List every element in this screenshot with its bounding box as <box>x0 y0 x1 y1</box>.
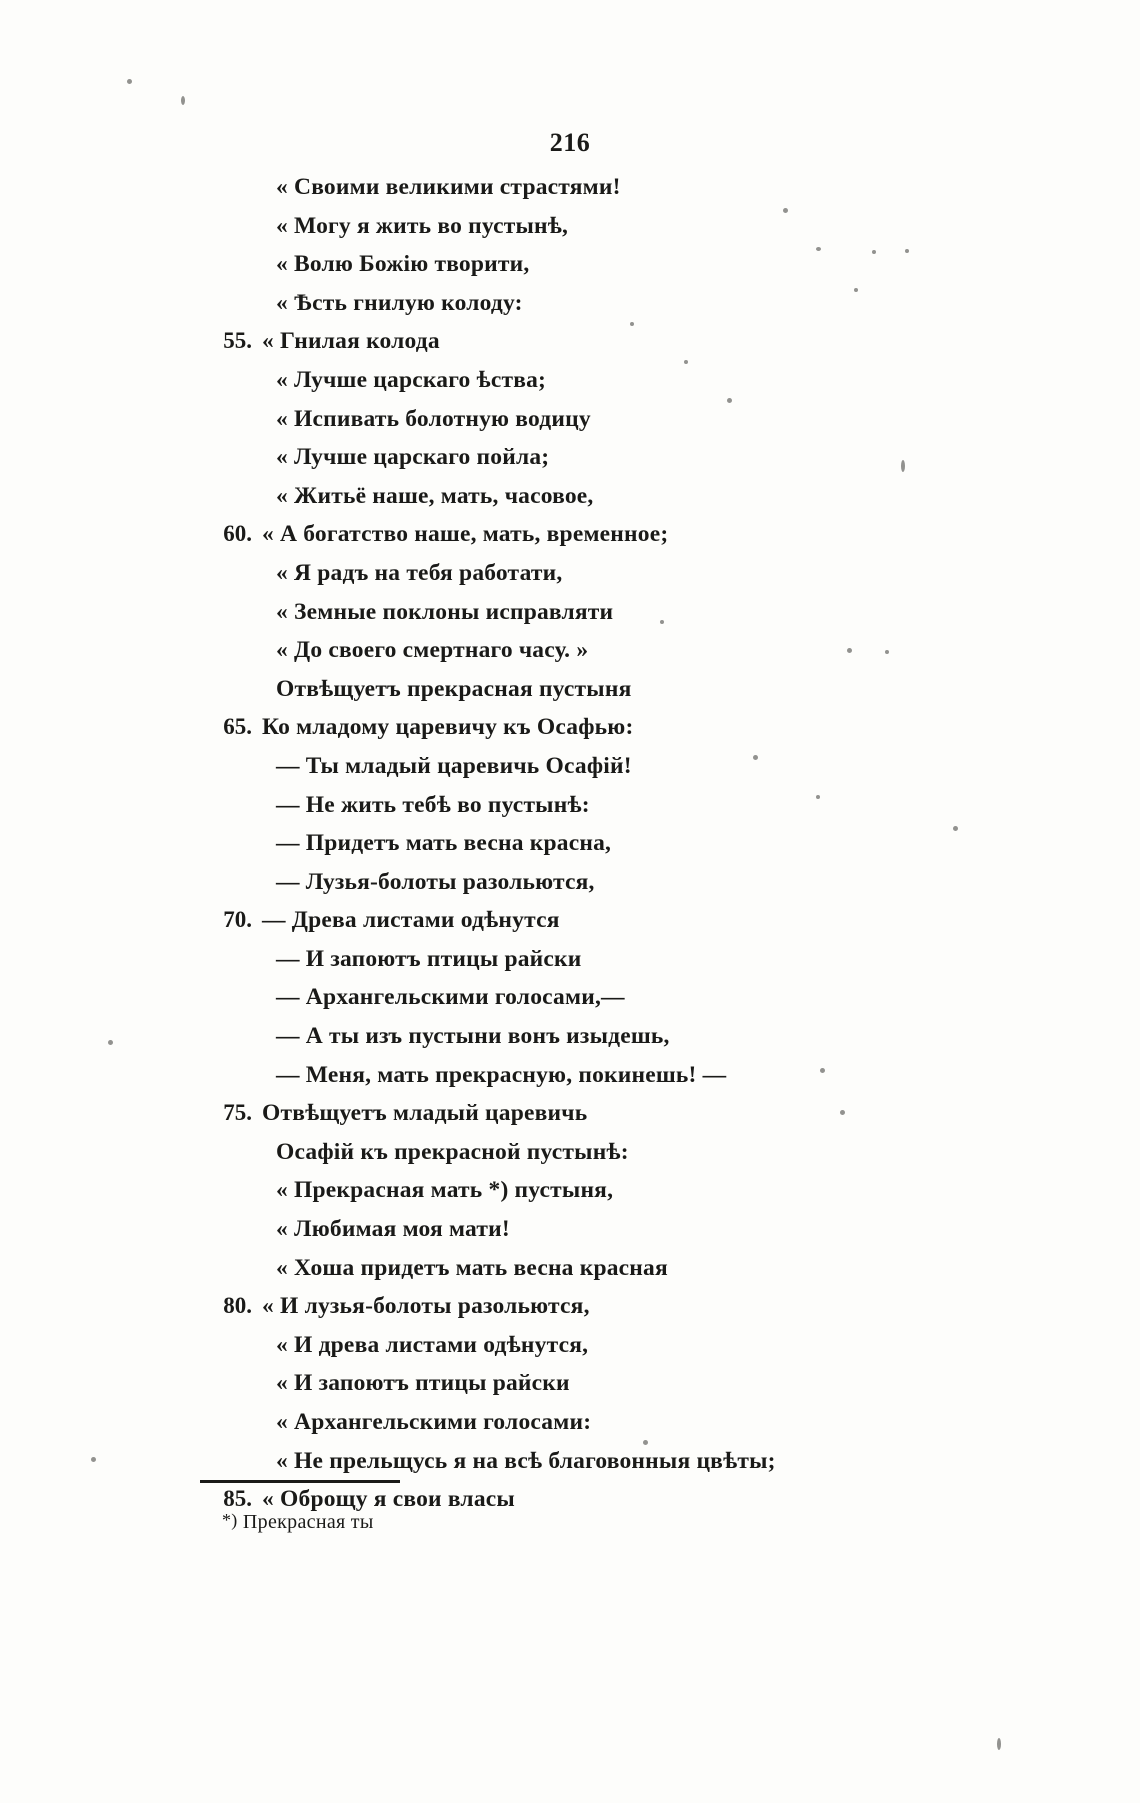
verse-line-text: « Лучше царскаго пойла; <box>276 444 550 471</box>
verse-line-text: — А ты изъ пустыни вонъ изыдешь, <box>276 1023 670 1050</box>
verse-line <box>190 1249 990 1288</box>
scan-speck <box>816 795 820 799</box>
verse-line <box>190 1094 990 1133</box>
verse-line <box>190 207 990 246</box>
verse-line-text: Ко младому царевичу къ Осафью: <box>262 714 634 741</box>
verse-line-text: — Придетъ мать весна красна, <box>276 830 612 857</box>
verse-line-number: 85. <box>223 1486 252 1512</box>
verse-line <box>190 1171 990 1210</box>
verse-line-text: « Испивать болотную водицу <box>276 405 591 432</box>
verse-line-text: — Архангельскими голосами,— <box>276 984 625 1011</box>
verse-line <box>190 284 990 323</box>
page-number: 216 <box>549 128 591 157</box>
verse-line-text: « Любимая моя мати! <box>276 1216 510 1243</box>
verse-line-text: « Я радъ на тебя работати, <box>276 559 563 586</box>
scan-speck <box>820 1068 825 1073</box>
verse-line <box>190 1056 990 1095</box>
footnote-separator <box>200 1480 400 1483</box>
verse-line <box>190 940 990 979</box>
verse-line-text: « И древа листами одѣнутся, <box>276 1331 589 1358</box>
verse-line <box>190 554 990 593</box>
verse-line-text: « Житьё наше, мать, часовое, <box>276 482 594 509</box>
verse-line-text: « Могу я жить во пустынѣ, <box>276 212 569 239</box>
verse-line-text: « Хоша придетъ мать весна красная <box>276 1254 668 1281</box>
verse-line-text: « Волю Божію творити, <box>276 251 530 278</box>
scan-speck <box>727 398 732 403</box>
verse-line <box>190 400 990 439</box>
verse-line <box>190 515 990 554</box>
verse-line <box>190 786 990 825</box>
scan-speck <box>847 648 852 653</box>
scan-speck <box>91 1457 96 1462</box>
verse-line-number: 55. <box>223 328 252 354</box>
scan-speck <box>872 250 876 254</box>
scan-speck <box>997 1738 1001 1750</box>
scan-speck <box>630 322 634 326</box>
verse-line-number: 60. <box>223 521 252 547</box>
scan-speck <box>643 1440 648 1445</box>
verse-line-text: « Оброщу я свои власы <box>262 1486 515 1513</box>
verse-line <box>190 361 990 400</box>
verse-line <box>190 670 990 709</box>
verse-line-number: 70. <box>223 907 252 933</box>
verse-line-text: « И запоютъ птицы райски <box>276 1370 570 1397</box>
verse-line-text: « Лучше царскаго ѣства; <box>276 366 547 393</box>
verse-line-text: « Прекрасная мать *) пустыня, <box>276 1177 614 1204</box>
verse-line <box>190 863 990 902</box>
verse-line <box>190 1442 990 1481</box>
verse-line-text: Осафій къ прекрасной пустынѣ: <box>276 1138 629 1165</box>
verse-line <box>190 978 990 1017</box>
footnote <box>222 1510 374 1534</box>
scan-speck <box>127 79 132 84</box>
scan-speck <box>953 826 958 831</box>
verse-line <box>190 168 990 207</box>
verse-line-text: — Ты младый царевичь Осафій! <box>276 752 632 779</box>
scan-speck <box>660 620 664 624</box>
verse-line <box>190 1133 990 1172</box>
verse-line <box>190 1287 990 1326</box>
verse-block <box>190 168 990 1519</box>
scan-speck <box>783 208 788 213</box>
verse-line-text: « Своими великими страстями! <box>276 174 621 200</box>
verse-line-text: « А богатство наше, мать, временное; <box>262 521 669 548</box>
verse-line <box>190 1403 990 1442</box>
scan-speck <box>905 249 909 253</box>
verse-line <box>190 593 990 632</box>
scan-speck <box>901 460 905 472</box>
verse-line <box>190 901 990 940</box>
verse-line <box>190 824 990 863</box>
verse-line <box>190 1364 990 1403</box>
scan-speck <box>753 755 758 760</box>
verse-line-text: « До своего смертнаго часу. » <box>276 637 589 664</box>
verse-line-text: — Лузья-болоты разольются, <box>276 868 595 895</box>
verse-line <box>190 708 990 747</box>
verse-line <box>190 1017 990 1056</box>
verse-line <box>190 631 990 670</box>
verse-line-number: 75. <box>223 1100 252 1126</box>
verse-line-number: 80. <box>223 1293 252 1319</box>
verse-line-text: « Гнилая колода <box>262 328 440 355</box>
verse-line <box>190 477 990 516</box>
verse-line-text: — И запоютъ птицы райски <box>276 945 582 972</box>
verse-line-text: « Ѣсть гнилую колоду: <box>276 289 523 316</box>
verse-line <box>190 747 990 786</box>
verse-line <box>190 438 990 477</box>
scan-speck <box>885 650 889 654</box>
verse-line-text: « И лузья-болоты разольются, <box>262 1293 590 1320</box>
verse-line-text: Отвѣщуетъ младый царевичь <box>262 1100 588 1127</box>
verse-line <box>190 322 990 361</box>
verse-line-text: « Архангельскими голосами: <box>276 1409 592 1435</box>
verse-line-text: — Древа листами одѣнутся <box>262 907 560 934</box>
scan-speck <box>854 288 858 292</box>
scan-speck <box>840 1110 845 1115</box>
scan-speck <box>108 1040 113 1045</box>
verse-line-text: — Меня, мать прекрасную, покинешь! — <box>276 1061 727 1088</box>
scan-speck <box>684 360 688 364</box>
verse-line <box>190 1326 990 1365</box>
verse-line-text: — Не жить тебѣ во пустынѣ: <box>276 791 590 818</box>
verse-line-text: Отвѣщуетъ прекрасная пустыня <box>276 675 632 702</box>
verse-line <box>190 1210 990 1249</box>
verse-line <box>190 245 990 284</box>
footnote-marker: *) <box>222 1510 238 1530</box>
verse-line-text: « Не прельщусь я на всѣ благовонныя цвѣты; <box>276 1447 776 1474</box>
scan-speck <box>816 247 821 251</box>
footnote-text: Прекрасная ты <box>242 1511 374 1533</box>
verse-line-text: « Земные поклоны исправляти <box>276 598 614 625</box>
verse-line-number: 65. <box>223 714 252 740</box>
scan-speck <box>181 96 185 105</box>
